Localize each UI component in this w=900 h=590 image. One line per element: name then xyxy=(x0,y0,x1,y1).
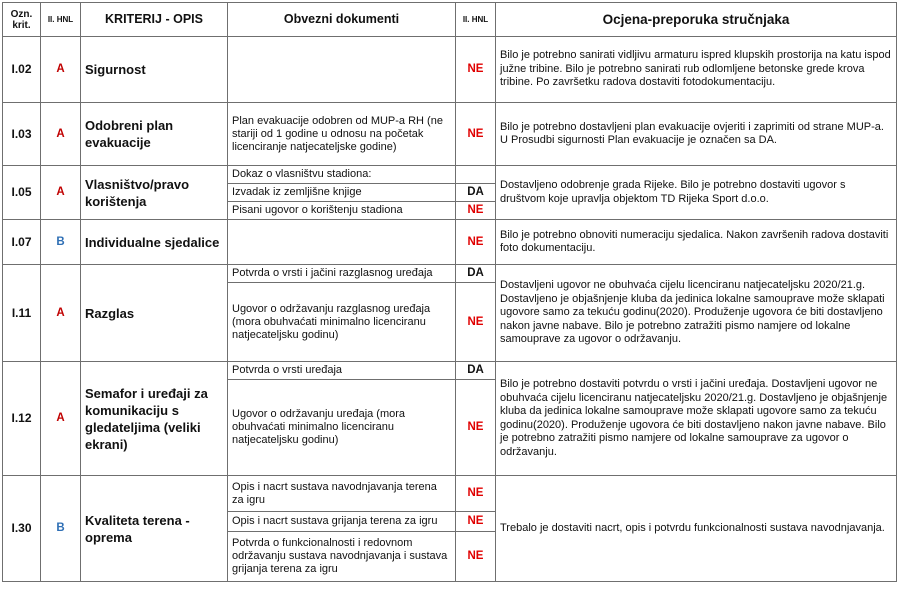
recommendation-text: Bilo je potrebno dostavljeni plan evakuacije ovjeriti i zaprimiti od strane MUP-a. U Prosudbi sigurnosti Plan evakuacije je označen sa DA. xyxy=(496,103,897,166)
level-badge: A xyxy=(41,265,81,362)
status-badge: NE xyxy=(456,103,496,166)
recommendation-text: Bilo je potrebno sanirati vidljivu armaturu ispred klupskih prostorija na katu ispod južne tribine. Bilo je potrebno sanirati rub odlomljene betonske grede krova tribine. Po završetku radova dostaviti fotodokumentaciju. xyxy=(496,37,897,103)
recommendation-text: Dostavljeni ugovor ne obuhvaća cijelu licenciranu natjecateljsku 2020/21.g. Dostavljeno je objašnjenje kluba da jedinica lokalne samouprave može sklapati ugovore samo za tekuću godinu(2020). Produženje ugovora će biti dostavljeno nakon javne nabave. Bilo je potrebno zatražiti pismo namjere od lokalne samouprave za ugovor o održavanju. xyxy=(496,265,897,362)
header-criterion: KRITERIJ - OPIS xyxy=(81,3,228,37)
criterion-code: I.03 xyxy=(3,103,41,166)
document-item: Izvadak iz zemljišne knjige xyxy=(228,184,456,202)
criterion-title: Vlasništvo/pravo korištenja xyxy=(81,166,228,220)
status-badge: DA xyxy=(456,184,496,202)
level-badge: A xyxy=(41,103,81,166)
table-row xyxy=(3,220,897,265)
status-badge: DA xyxy=(456,265,496,283)
recommendation-text: Trebalo je dostaviti nacrt, opis i potvrdu funkcionalnosti sustava navodnjavanja. xyxy=(496,476,897,582)
document-item: Potvrda o vrsti uređaja xyxy=(228,362,456,380)
document-item: Ugovor o održavanju razglasnog uređaja (mora obuhvaćati minimalno licenciranu natjecateljsku godinu) xyxy=(228,283,456,362)
status-badge: NE xyxy=(456,220,496,265)
table-row xyxy=(3,362,897,380)
document-item: Potvrda o vrsti i jačini razglasnog uređaja xyxy=(228,265,456,283)
recommendation-text: Bilo je potrebno dostaviti potvrdu o vrsti i jačini uređaja. Dostavljeni ugovor ne obuhvaća cijelu licenciranu natjecateljsku 2020/21.g. Dostavljeno je objašnjenje kluba da jedinica lokalne samouprave može sklapati ugovore samo za tekuću godinu(2020). Produženje ugovora će biti dostavljeno nakon javne nabave. Bilo je potrebno zatražiti pismo namjere od lokalne samouprave za ugovor o održavanju. xyxy=(496,362,897,476)
criterion-code: I.12 xyxy=(3,362,41,476)
criterion-code: I.07 xyxy=(3,220,41,265)
header-code: Ozn. krit. xyxy=(3,3,41,37)
status-badge: NE xyxy=(456,37,496,103)
status-badge: DA xyxy=(456,362,496,380)
criterion-title: Individualne sjedalice xyxy=(81,220,228,265)
table-row xyxy=(3,103,897,166)
criterion-code: I.02 xyxy=(3,37,41,103)
document-cell-empty xyxy=(228,37,456,103)
criterion-title: Sigurnost xyxy=(81,37,228,103)
criterion-code: I.11 xyxy=(3,265,41,362)
table-row xyxy=(3,476,897,512)
criterion-code: I.30 xyxy=(3,476,41,582)
document-item: Opis i nacrt sustava navodnjavanja terena za igru xyxy=(228,476,456,512)
status-badge: NE xyxy=(456,283,496,362)
criterion-title: Razglas xyxy=(81,265,228,362)
level-badge: B xyxy=(41,220,81,265)
header-level: II. HNL xyxy=(41,3,81,37)
recommendation-text: Dostavljeno odobrenje grada Rijeke. Bilo je potrebno dostaviti ugovor s društvom koje upravlja objektom TD Rijeka Sport d.o.o. xyxy=(496,166,897,220)
status-badge: NE xyxy=(456,380,496,476)
criterion-title: Semafor i uređaji za komunikaciju s gledateljima (veliki ekrani) xyxy=(81,362,228,476)
table-row xyxy=(3,37,897,103)
status-badge: NE xyxy=(456,512,496,532)
status-badge: NE xyxy=(456,202,496,220)
document-item: Pisani ugovor o korištenju stadiona xyxy=(228,202,456,220)
criterion-title: Odobreni plan evakuacije xyxy=(81,103,228,166)
header-row xyxy=(3,3,897,37)
table-row xyxy=(3,166,897,184)
licensing-table xyxy=(2,2,897,582)
criterion-title: Kvaliteta terena - oprema xyxy=(81,476,228,582)
level-badge: A xyxy=(41,37,81,103)
document-cell-empty xyxy=(228,220,456,265)
header-recommendation: Ocjena-preporuka stručnjaka xyxy=(496,3,897,37)
document-item: Potvrda o funkcionalnosti i redovnom održavanju sustava navodnjavanja i sustava grijanja terena za igru xyxy=(228,532,456,582)
level-badge: B xyxy=(41,476,81,582)
level-badge: A xyxy=(41,362,81,476)
status-badge: NE xyxy=(456,532,496,582)
table-row xyxy=(3,265,897,283)
status-badge: NE xyxy=(456,476,496,512)
header-status-level: II. HNL xyxy=(456,3,496,37)
document-item: Dokaz o vlasništvu stadiona: xyxy=(228,166,456,184)
document-item: Ugovor o održavanju uređaja (mora obuhvaćati minimalno licenciranu natjecateljsku godinu) xyxy=(228,380,456,476)
level-badge: A xyxy=(41,166,81,220)
status-cell-empty xyxy=(456,166,496,184)
recommendation-text: Bilo je potrebno obnoviti numeraciju sjedalica. Nakon završenih radova dostaviti foto dokumentaciju. xyxy=(496,220,897,265)
header-documents: Obvezni dokumenti xyxy=(228,3,456,37)
document-item: Plan evakuacije odobren od MUP-a RH (ne stariji od 1 godine u odnosu na početak licenciranje natjecateljske godine) xyxy=(228,103,456,166)
document-item: Opis i nacrt sustava grijanja terena za igru xyxy=(228,512,456,532)
criterion-code: I.05 xyxy=(3,166,41,220)
